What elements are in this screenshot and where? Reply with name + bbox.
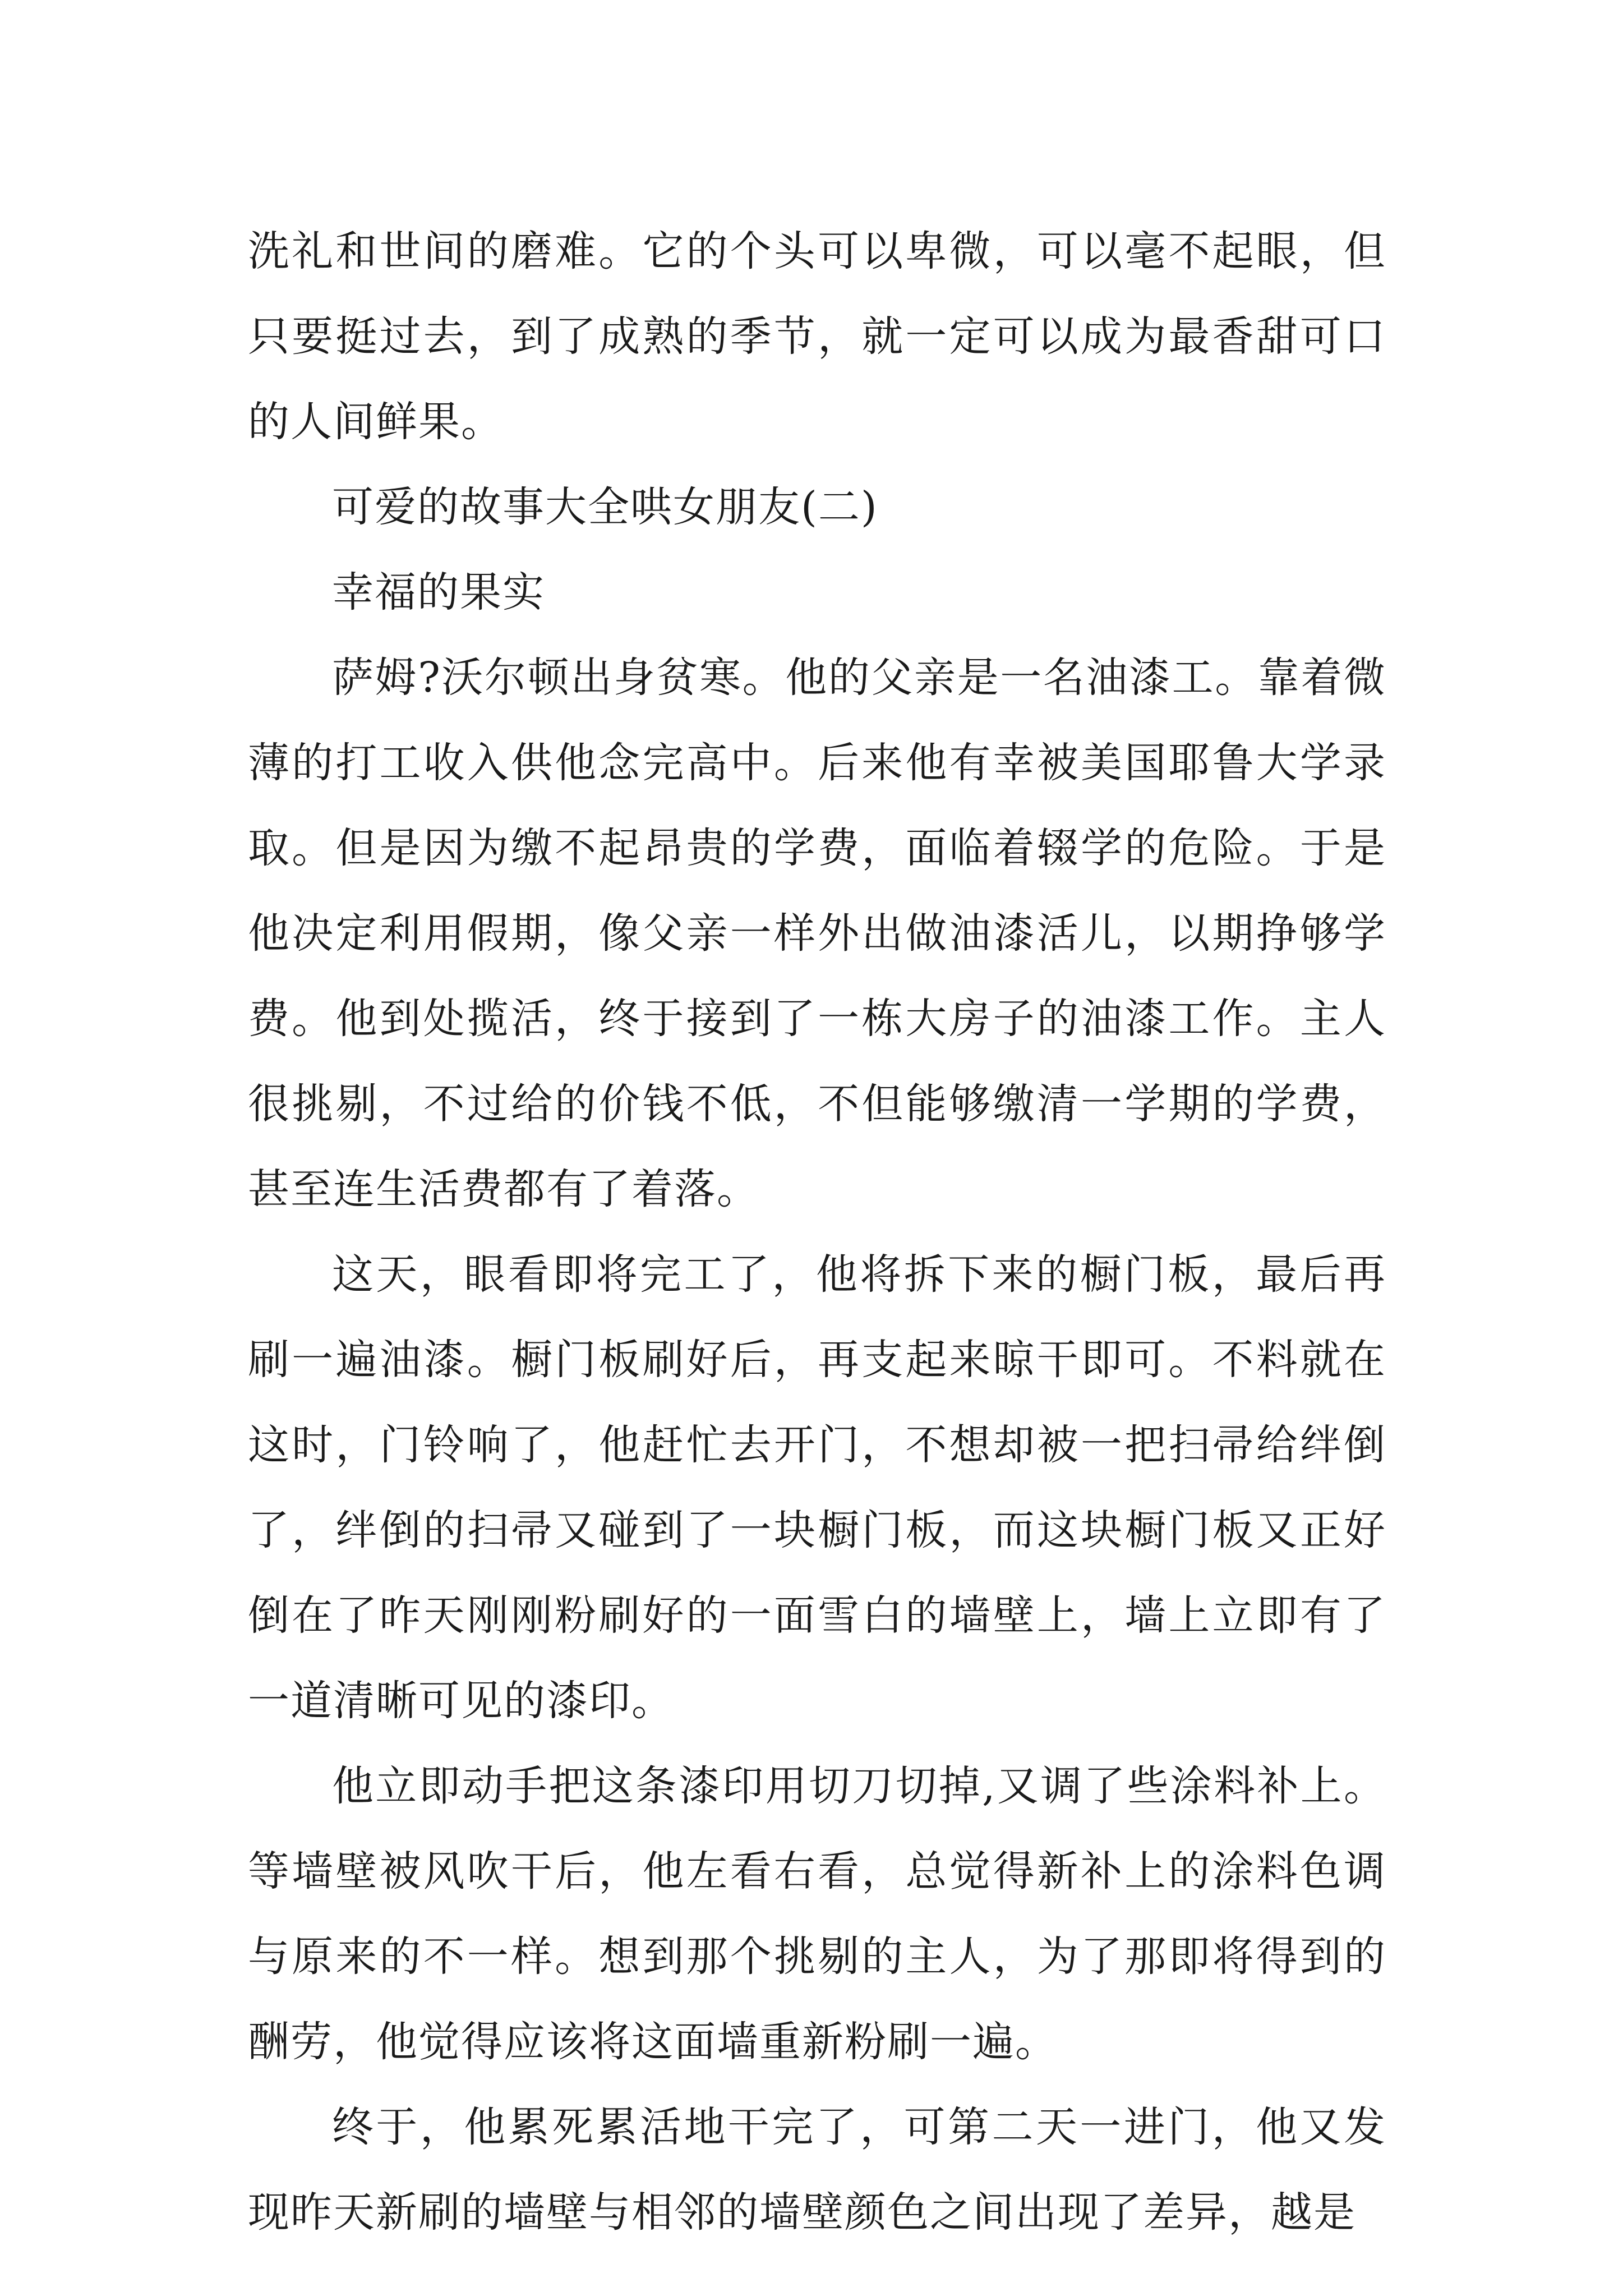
- paragraph-continuation: 洗礼和世间的磨难。它的个头可以卑微，可以毫不起眼，但只要挺过去，到了成熟的季节，就一定可以成为最香甜可口的人间鲜果。: [248, 227, 1386, 446]
- section-heading: 可爱的故事大全哄女朋友(二): [332, 483, 878, 531]
- paragraph-body-4: 终于，他累死累活地干完了，可第二天一进门，他又发现昨天新刷的墙壁与相邻的墙壁颜色之间出现了差异，越是: [248, 2103, 1386, 2237]
- paragraph-body-3: 他立即动手把这条漆印用切刀切掉,又调了些涂料补上。等墙壁被风吹干后，他左看右看，总觉得新补上的涂料色调与原来的不一样。想到那个挑剔的主人，为了那即将得到的酬劳，他觉得应该将这面墙重新粉刷一遍。: [248, 1762, 1386, 2066]
- paragraph-body-2: 这天，眼看即将完工了，他将拆下来的橱门板，最后再刷一遍油漆。橱门板刷好后，再支起来晾干即可。不料就在这时，门铃响了，他赶忙去开门，不想却被一把扫帚给绊倒了，绊倒的扫帚又碰到了一块橱门板，而这块橱门板又正好倒在了昨天刚刚粉刷好的一面雪白的墙壁上，墙上立即有了一道清晰可见的漆印。: [248, 1250, 1386, 1725]
- paragraph-body-1: 萨姆?沃尔顿出身贫寒。他的父亲是一名油漆工。靠着微薄的打工收入供他念完高中。后来他有幸被美国耶鲁大学录取。但是因为缴不起昂贵的学费，面临着辍学的危险。于是他决定利用假期，像父亲一样外出做油漆活儿，以期挣够学费。他到处揽活，终于接到了一栋大房子的油漆工作。主人很挑剔，不过给的价钱不低，不但能够缴清一学期的学费，甚至连生活费都有了着落。: [248, 654, 1386, 1213]
- text-column: [248, 209, 1386, 2255]
- story-title: 幸福的果实: [332, 568, 545, 616]
